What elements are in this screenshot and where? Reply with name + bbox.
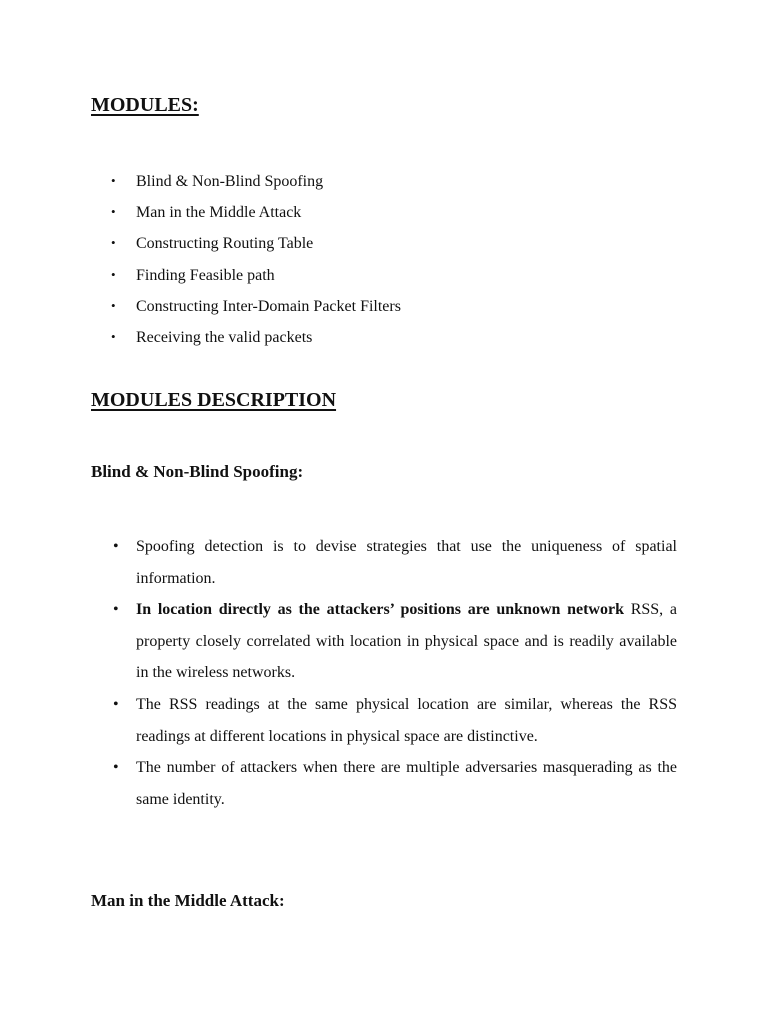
list-item-text: Blind & Non-Blind Spoofing <box>136 173 324 190</box>
list-item-text: The number of attackers when there are multiple adversaries masquerading as the same identity. <box>136 759 677 808</box>
mitm-heading: Man in the Middle Attack: <box>91 891 285 910</box>
bullet-icon: • <box>111 235 116 251</box>
modules-heading: MODULES: <box>91 94 199 116</box>
list-item <box>111 232 401 263</box>
list-item-text: Constructing Routing Table <box>136 235 314 253</box>
list-item-text: Finding Feasible path <box>136 266 275 284</box>
list-item <box>111 264 401 295</box>
list-item-text: Man in the Middle Attack <box>136 204 302 222</box>
bullet-icon: • <box>111 266 116 282</box>
bullet-icon: • <box>111 204 116 220</box>
list-item-text: Spoofing detection is to devise strategies that use the uniqueness of spatial information. <box>136 538 677 587</box>
bullet-icon: • <box>113 538 119 555</box>
bullet-icon: • <box>113 759 119 777</box>
bullet-icon: • <box>111 173 116 188</box>
list-item <box>111 326 401 357</box>
bullet-icon: • <box>111 328 116 344</box>
spoofing-points-list <box>111 531 677 815</box>
modules-description-heading: MODULES DESCRIPTION <box>91 389 337 411</box>
list-item <box>111 689 677 752</box>
modules-list <box>111 170 401 357</box>
list-item-text: Constructing Inter-Domain Packet Filters <box>136 297 401 315</box>
bullet-icon: • <box>113 695 119 713</box>
list-item <box>111 752 677 815</box>
list-item-text: RSS, a property closely correlated with location in physical space and is readily available in the wireless networks. <box>136 601 677 682</box>
list-item <box>111 201 401 232</box>
list-item <box>111 170 401 201</box>
blind-spoofing-heading: Blind & Non-Blind Spoofing: <box>91 462 304 481</box>
bullet-icon: • <box>113 601 119 619</box>
list-item-bold-text: In location directly as the attackers’ positions are unknown network <box>136 601 624 619</box>
list-item-text: Receiving the valid packets <box>136 328 313 346</box>
list-item-text: The RSS readings at the same physical location are similar, whereas the RSS readings at different locations in physical space are distinctive. <box>136 695 677 745</box>
bullet-icon: • <box>111 297 116 313</box>
list-item <box>111 531 677 594</box>
list-item <box>111 295 401 326</box>
list-item <box>111 594 677 689</box>
